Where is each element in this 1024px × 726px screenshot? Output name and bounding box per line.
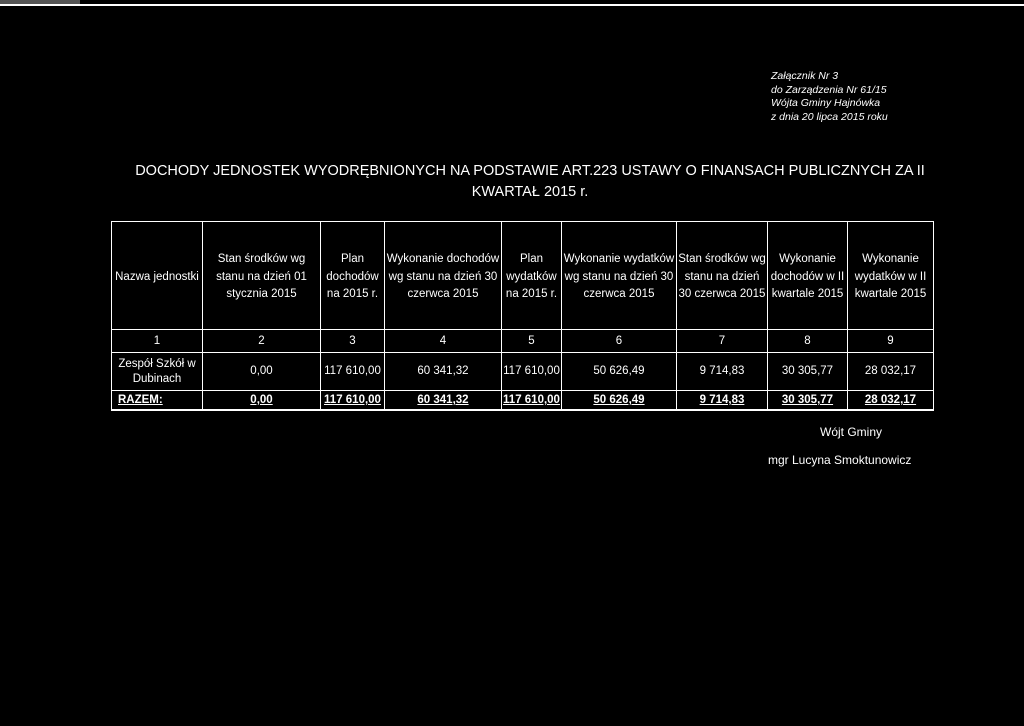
column-number-cell: 5 bbox=[502, 330, 562, 353]
income-table bbox=[111, 221, 934, 411]
total-cell: 117 610,00 bbox=[321, 391, 385, 411]
header-cell: Plan wydatków na 2015 r. bbox=[502, 222, 562, 330]
total-cell: 60 341,32 bbox=[385, 391, 502, 411]
title-line-2: KWARTAŁ 2015 r. bbox=[471, 184, 589, 200]
header-cell: Nazwa jednostki bbox=[112, 222, 203, 330]
header-cell: Stan środków wg stanu na dzień 30 czerwca 2015 bbox=[677, 222, 768, 330]
total-cell: 30 305,77 bbox=[768, 391, 848, 411]
header-cell: Wykonanie dochodów wg stanu na dzień 30 czerwca 2015 bbox=[385, 222, 502, 330]
header-cell: Stan środków wg stanu na dzień 01 stycznia 2015 bbox=[203, 222, 321, 330]
table-cell: 50 626,49 bbox=[562, 353, 677, 391]
column-number-cell: 3 bbox=[321, 330, 385, 353]
table-cell: 30 305,77 bbox=[768, 353, 848, 391]
column-number-cell: 9 bbox=[848, 330, 934, 353]
header-cell: Wykonanie wydatków w II kwartale 2015 bbox=[848, 222, 934, 330]
document-title bbox=[40, 161, 1020, 203]
annex-line-4: z dnia 20 lipca 2015 roku bbox=[771, 110, 888, 123]
header-row bbox=[112, 222, 934, 330]
column-number-cell: 8 bbox=[768, 330, 848, 353]
total-cell: 117 610,00 bbox=[502, 391, 562, 411]
total-row bbox=[112, 391, 934, 411]
total-cell: 28 032,17 bbox=[848, 391, 934, 411]
header-cell: Plan dochodów na 2015 r. bbox=[321, 222, 385, 330]
annex-line-3: Wójta Gminy Hajnówka bbox=[771, 97, 881, 109]
table-cell: 117 610,00 bbox=[321, 353, 385, 391]
signature-role: Wójt Gminy bbox=[820, 425, 883, 439]
header-cell: Wykonanie dochodów w II kwartale 2015 bbox=[768, 222, 848, 330]
table-cell: 117 610,00 bbox=[502, 353, 562, 391]
table-cell: 9 714,83 bbox=[677, 353, 768, 391]
annex-note bbox=[771, 70, 888, 124]
top-edge-line bbox=[0, 4, 1024, 6]
header-cell: Wykonanie wydatków wg stanu na dzień 30 czerwca 2015 bbox=[562, 222, 677, 330]
column-number-row bbox=[112, 330, 934, 353]
table-cell: 28 032,17 bbox=[848, 353, 934, 391]
column-number-cell: 6 bbox=[562, 330, 677, 353]
table-cell: 0,00 bbox=[203, 353, 321, 391]
annex-line-2: do Zarządzenia Nr 61/15 bbox=[771, 83, 887, 96]
total-cell: 0,00 bbox=[203, 391, 321, 411]
title-line-1: DOCHODY JEDNOSTEK WYODRĘBNIONYCH NA PODSTAWIE ART.223 USTAWY O FINANSACH PUBLICZNYCH ZA II bbox=[135, 163, 925, 179]
table-cell: 60 341,32 bbox=[385, 353, 502, 391]
total-cell: 9 714,83 bbox=[677, 391, 768, 411]
column-number-cell: 7 bbox=[677, 330, 768, 353]
total-label: RAZEM: bbox=[112, 391, 203, 411]
annex-line-1: Załącznik Nr 3 bbox=[771, 70, 839, 82]
column-number-cell: 1 bbox=[112, 330, 203, 353]
total-cell: 50 626,49 bbox=[562, 391, 677, 411]
table-row bbox=[112, 353, 934, 391]
column-number-cell: 2 bbox=[203, 330, 321, 353]
column-number-cell: 4 bbox=[385, 330, 502, 353]
signature-name: mgr Lucyna Smoktunowicz bbox=[768, 453, 912, 467]
table-cell: Zespół Szkół w Dubinach bbox=[112, 353, 203, 391]
